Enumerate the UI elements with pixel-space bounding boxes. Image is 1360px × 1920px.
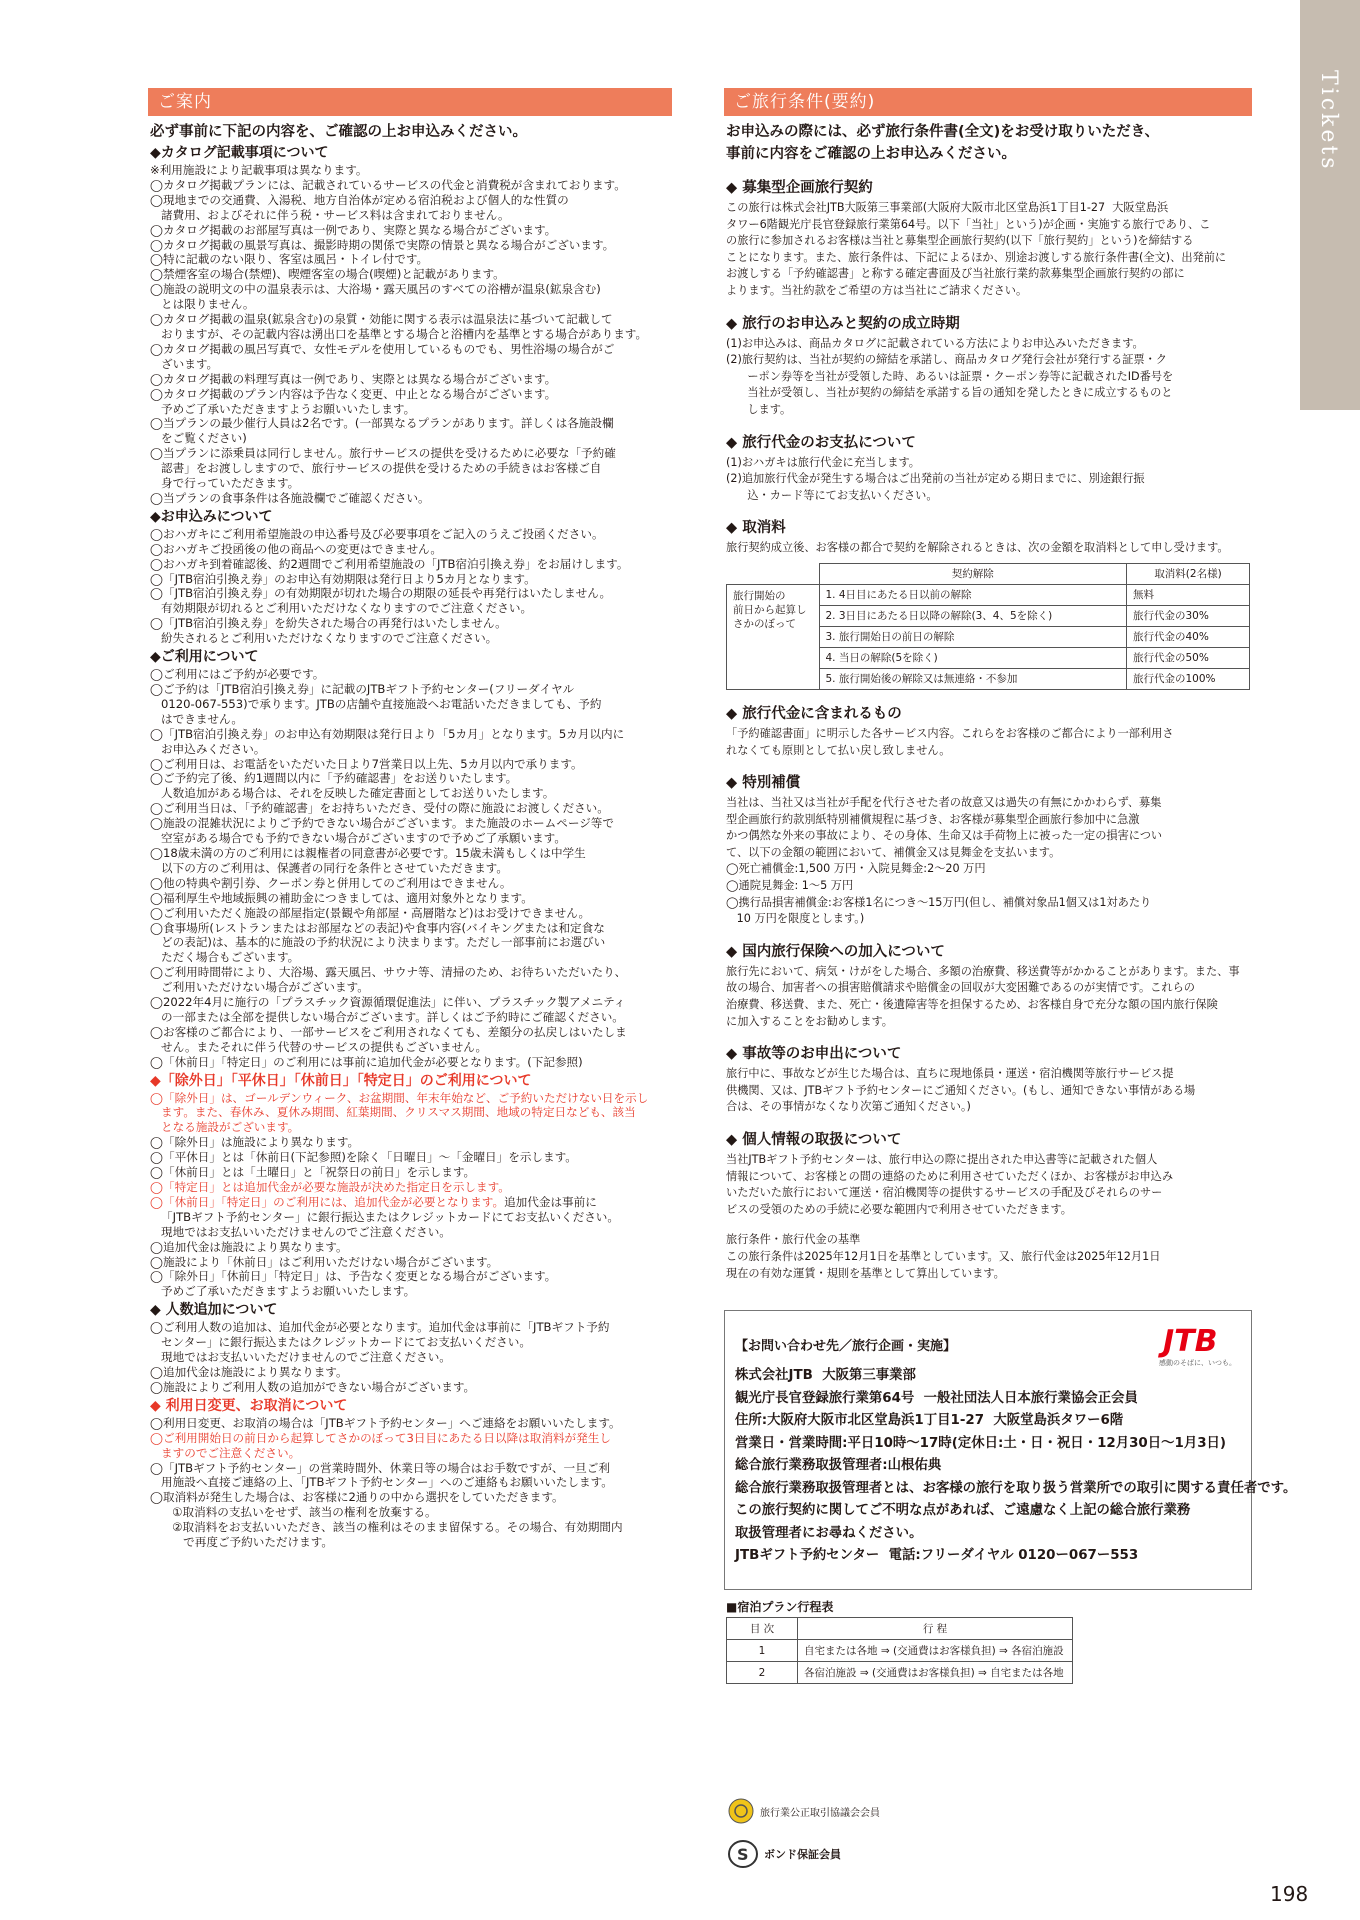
holiday-lines-c [150, 1210, 672, 1299]
text-line: ◯ご利用時間帯により、大浴場、露天風呂、サウナ等、清掃のため、お待ちいただいたり、 [150, 965, 627, 980]
text-line: 空室がある場合でも予約できない場合がございますので予めご了承願います。 [150, 831, 566, 846]
cancel-fee-5: 旅行代金の100% [1127, 668, 1250, 689]
cancel-fee-3: 旅行代金の40% [1127, 626, 1250, 647]
s5-lines [726, 726, 1252, 759]
text-line: 故の場合、加害者への損害賠償請求や賠償金の回収が大変困難であるのが実情です。これらの [726, 981, 1195, 995]
text-line: ◯追加代金は施設により異なります。 [150, 1364, 348, 1379]
s1-lines [726, 200, 1252, 300]
text-line: タワー6階観光庁長官登録旅行業第64号。以下「当社」という)が企画・実施する旅行であり、こ [726, 217, 1211, 231]
conditions-lead-1: お申込みの際には、必ず旅行条件書(全文)をお受け取りいただき、 [726, 124, 1160, 140]
s6-heading: ◆ 特別補償 [726, 775, 801, 792]
s2-lines [726, 336, 1252, 419]
cancel-fee-1: 無料 [1127, 584, 1250, 605]
s9-lines [726, 1152, 1252, 1218]
text-line: センター」に銀行振込またはクレジットカードにてお支払いください。 [150, 1335, 531, 1350]
text-line: 「JTBギフト予約センター」に銀行振込またはクレジットカードにてお支払いください。 [150, 1209, 619, 1224]
svg-text:S: S [737, 1845, 749, 1864]
text-line: 営業日・営業時間:平日10時～17時(定休日:土・日・祝日・12月30日～1月3日) [735, 1435, 1227, 1451]
text-line: 0120-067-553)で承ります。JTBの店舗や直接施設へお電話いただきましても、予約 [150, 696, 602, 711]
text-line: 旅行先において、病気・けがをした場合、多額の治療費、移送費等がかかることがあります。また、事 [726, 964, 1240, 978]
plan-day-1: 1 [727, 1640, 798, 1662]
cancel-row-label [727, 584, 820, 689]
guide-banner: ご案内 [148, 88, 672, 116]
text-line: 総合旅行業務取扱管理者:山根佑典 [735, 1458, 942, 1474]
text-line: この旅行条件は2025年12月1日を基準としています。又、旅行代金は2025年12月1日 [726, 1249, 1161, 1263]
catalog-lines [150, 163, 672, 506]
text-line: ◯ご利用日は、お電話をいただいた日より7営業日以上先、5カ月以内で承ります。 [150, 756, 583, 771]
text-line: 以下の方のご利用は、保護者の同行を条件とさせていただきます。 [150, 860, 508, 875]
page-number: 198 [1270, 1882, 1309, 1906]
cancel-fee-4: 旅行代金の50% [1127, 647, 1250, 668]
text-line: 有効期限が切れるとご利用いただけなくなりますのでご注意ください。 [150, 601, 533, 616]
basis-lines [726, 1232, 1252, 1282]
cancel-row-label-3: さかのぼって [733, 617, 796, 630]
text-line: いただいた旅行において運送・宿泊機関等の提供するサービスの手配及びそれらのサー [726, 1186, 1163, 1200]
text-line: ◯「除外日」は、ゴールデンウィーク、お盆期間、年末年始など、ご予約いただけない日を示し [150, 1090, 649, 1105]
side-tab-label: Tickets [1316, 70, 1341, 172]
text-line: ことになります。また、旅行条件は、下記によるほか、別途お渡しする旅行条件書(全文)、出発前に [726, 250, 1227, 264]
text-line: この旅行契約に関してご不明な点があれば、ご遠慮なく上記の総合旅行業務 [735, 1503, 1191, 1519]
add-lines [150, 1320, 672, 1395]
text-line: 供機関、又は、JTBギフト予約センターにご通知ください。(もし、通知できない事情がある場 [726, 1083, 1196, 1097]
apply-lines [150, 527, 672, 646]
text-line: 観光庁長官登録旅行業第64号 一般社団法人日本旅行業協会正会員 [735, 1390, 1138, 1406]
cancel-rule-5: 5. 旅行開始後の解除又は無連絡・不参加 [819, 668, 1127, 689]
text-line: ◯特に記載のない限り、客室は風呂・トイレ付です。 [150, 252, 429, 267]
apply-heading: ◆お申込みについて [150, 508, 273, 525]
text-line: よります。当社約款をご希望の方は当社にご請求ください。 [726, 283, 1028, 297]
s6-lines [726, 795, 1252, 928]
text-line: ◯施設によりご利用人数の追加ができない場合がございます。 [150, 1379, 476, 1394]
holiday-lines-a [150, 1135, 672, 1180]
text-line: 込・カード等にてお支払いください。 [726, 488, 938, 502]
text-line: ◯「休前日」「特定日」のご利用には、追加代金が必要となります。追加代金は事前に [150, 1194, 597, 1209]
cancel-row-label-2: 前日から起算し [733, 603, 807, 616]
text-line: ただく場合もございます。 [150, 950, 300, 965]
text-line: 治療費、移送費、また、死亡・後遺障害等を担保するため、お客様自身で充分な額の国内旅行保険 [726, 998, 1218, 1012]
text-line: ◯施設の混雑状況によりご予約できない場合がございます。また施設のホームページ等で [150, 816, 614, 831]
holiday-red-lines-b [150, 1180, 672, 1210]
cancel-rule-4: 4. 当日の解除(5を除く) [819, 647, 1127, 668]
text-line: ◯「除外日」「休前日」「特定日」は、予告なく変更となる場合がございます。 [150, 1269, 557, 1284]
text-line: この旅行は株式会社JTB大阪第三事業部(大阪府大阪市北区堂島浜1丁目1-27 大阪堂島浜 [726, 201, 1169, 214]
text-line: ◯ご利用いただく施設の部屋指定(景観や角部屋・高層階など)はお受けできません。 [150, 905, 591, 920]
bond-badge [728, 1840, 841, 1868]
text-line: ◯当プランの食事条件は各施設欄でご確認ください。 [150, 490, 430, 505]
text-line: 住所:大阪府大阪市北区堂島浜1丁目1-27 大阪堂島浜タワー6階 [735, 1413, 1124, 1429]
text-line: ーポン券等を当社が受領した時、あるいは証票・クーポン券等に記載されたID番号を [726, 369, 1174, 383]
text-line: 諸費用、およびそれに伴う税・サービス料は含まれておりません。 [150, 207, 510, 222]
s2-heading: ◆ 旅行のお申込みと契約の成立時期 [726, 315, 960, 332]
plan-route-2: 各宿泊施設 ⇒ (交通費はお客様負担) ⇒ 自宅または各地 [798, 1662, 1073, 1684]
text-line: ◯当プランに添乗員は同行しません。旅行サービスの提供を受けるために必要な「予約確 [150, 446, 616, 461]
text-line: ◯当プランの最少催行人員は2名です。(一部異なるプランがあります。詳しくは各施設欄 [150, 416, 614, 431]
text-line: ビスの受領のための手続に必要な範囲内で利用させていただきます。 [726, 1202, 1072, 1216]
s7-lines [726, 964, 1252, 1030]
text-line: ご利用いただけない場合がございます。 [150, 980, 369, 995]
text-line: ◯他の特典や割引券、クーポン券と併用してのご利用はできません。 [150, 875, 512, 890]
fair-trade-seal-icon [728, 1798, 754, 1824]
change-red-lines [150, 1431, 672, 1461]
text-line: ◯通院見舞金: 1～5 万円 [726, 879, 854, 893]
holiday-red-tail: 追加代金は事前に [504, 1194, 597, 1209]
text-line: ◯「JTBギフト予約センター」の営業時間外、休業日等の場合はお手数ですが、一旦ご利 [150, 1460, 610, 1475]
text-line: 旅行契約成立後、お客様の都合で契約を解除されるときは、次の金額を取消料として申し受けます。 [726, 541, 1229, 555]
text-line: ◯取消料が発生した場合は、お客様に2通りの中から選択をしていただきます。 [150, 1490, 564, 1505]
text-line: ◯「休前日」「特定日」のご利用には事前に追加代金が必要となります。(下記参照) [150, 1054, 583, 1069]
text-line: 認書」をお渡ししますので、旅行サービスの提供を受けるための手続きはお客様ご自 [150, 461, 602, 476]
text-line: かつ偶然な外来の事故により、その身体、生命又は手荷物上に被った一定の損害につい [726, 829, 1163, 843]
text-line: ◯施設により「休前日」はご利用いただけない場合がございます。 [150, 1254, 499, 1269]
text-line: 当社は、当社又は当社が手配を代行させた者の故意又は過失の有無にかかわらず、募集 [726, 796, 1162, 810]
plan-head-route: 行 程 [798, 1618, 1073, 1640]
change-heading: ◆ 利用日変更、お取消について [150, 1397, 348, 1414]
text-line: 当社が受領し、当社が契約の締結を承諾する旨の通知を発したときに成立するものと [726, 386, 1173, 400]
text-line: で再度ご予約いただけます。 [150, 1535, 333, 1550]
text-line: ◯死亡補償金:1,500 万円・入院見舞金:2～20 万円 [726, 862, 986, 876]
text-line: ◯カタログ掲載の風呂写真で、女性モデルを使用しているものでも、男性浴場の場合がご [150, 341, 615, 356]
plan-day-2: 2 [727, 1662, 798, 1684]
holiday-red-lines [150, 1091, 672, 1136]
text-line: 情報について、お客様との間の連絡のために利用させていただくほか、お客様がお申込み [726, 1169, 1174, 1183]
fair-trade-badge [728, 1798, 880, 1824]
s4-lines [726, 540, 1252, 557]
text-line: ◯利用日変更、お取消の場合は「JTBギフト予約センター」へご連絡をお願いいたします。 [150, 1415, 621, 1430]
text-line: 旅行条件・旅行代金の基準 [726, 1233, 861, 1247]
s4-heading: ◆ 取消料 [726, 520, 786, 537]
text-line: ざいます。 [150, 356, 219, 371]
text-line: ◯「JTB宿泊引換え券」のお申込有効期限は発行日より「5カ月」となります。5カ月以内に [150, 726, 625, 741]
text-line: 用施設へ直接ご連絡の上、「JTBギフト予約センター」へのご連絡もお願いいたします。 [150, 1475, 613, 1490]
text-line: ◯携行品損害補償金:お客様1名につき～15万円(但し、補償対象品1個又は1対あたり [726, 895, 1152, 909]
cancel-fee-table [726, 563, 1250, 690]
text-line: ます。また、春休み、夏休み期間、紅葉期間、クリスマス期間、地域の特定日なども、該当 [150, 1105, 636, 1120]
text-line: ◯現地までの交通費、入湯税、地方自治体が定める宿泊税および個人的な性質の [150, 192, 569, 207]
use-lines [150, 667, 672, 1069]
text-line: ◯「JTB宿泊引換え券」を紛失された場合の再発行はいたしません。 [150, 616, 507, 631]
text-line: ◯カタログ掲載の温泉(鉱泉含む)の泉質・効能に関する表示は温泉法に基づいて記載して [150, 312, 613, 327]
s8-lines [726, 1066, 1252, 1116]
change-lines-b [150, 1461, 672, 1550]
text-line: れなくても原則として払い戻し致しません。 [726, 743, 951, 757]
text-line: ◯2022年4月に施行の「プラスチック資源循環促進法」に伴い、プラスチック製アメニティ [150, 995, 626, 1010]
s9-heading: ◆ 個人情報の取扱について [726, 1132, 902, 1148]
text-line: の一部または全部を提供しない場合がございます。詳しくはご予約時にご確認ください。 [150, 1009, 624, 1024]
text-line: ◯「休前日」とは「土曜日」と「祝祭日の前日」を示します。 [150, 1165, 476, 1180]
plan-title: ■宿泊プラン行程表 [726, 1600, 834, 1615]
text-line: ◯カタログ掲載の料理写真は一例であり、実際とは異なる場合がございます。 [150, 371, 557, 386]
text-line: 現地ではお支払いいただけませんのでご注意ください。 [150, 1350, 451, 1365]
text-line: 現在の有効な運賃・規則を基準として算出しています。 [726, 1266, 1005, 1280]
change-lines-a [150, 1416, 672, 1431]
jtb-logo [1155, 1321, 1235, 1369]
text-line: ◯施設の説明文の中の温泉表示は、大浴場・露天風呂のすべての浴槽が温泉(鉱泉含む) [150, 282, 601, 297]
text-line: ◯おハガキご投函後の他の商品への変更はできません。 [150, 541, 442, 556]
text-line: ◯おハガキ到着確認後、約2週間でご利用希望施設の「JTB宿泊引換え券」をお届けします。 [150, 556, 629, 571]
guide-lead: 必ず事前に下記の内容を、ご確認の上お申込みください。 [150, 124, 527, 140]
text-line: せん。またそれに伴う代替のサービスの提供もございません。 [150, 1039, 488, 1054]
text-line: はできません。 [150, 711, 243, 726]
contact-title: 【お問い合わせ先／旅行企画・実施】 [735, 1339, 957, 1355]
cancel-rule-3: 3. 旅行開始日の前日の解除 [819, 626, 1127, 647]
text-line: 旅行中に、事故などが生じた場合は、直ちに現地係員・運送・宿泊機関等旅行サービス提 [726, 1067, 1174, 1081]
text-line: 合は、その事情がなくなり次第ご通知ください。) [726, 1100, 971, 1114]
text-line: します。 [726, 402, 792, 416]
text-line: (2)追加旅行代金が発生する場合はご出発前の当社が定める期日までに、別途銀行振 [726, 472, 1145, 486]
text-line: 当社JTBギフト予約センターは、旅行申込の際に提出された申込書等に記載された個人 [726, 1153, 1158, 1166]
text-line: 人数追加がある場合は、それを反映した確定書面としてお送りいたします。 [150, 786, 555, 801]
text-line: お渡しする「予約確認書」と称する確定書面及び当社旅行業約款募集型企画旅行契約の部に [726, 267, 1185, 281]
text-line: とは限りません。 [150, 297, 255, 312]
text-line: ◯お客様のご都合により、一部サービスをご利用されなくても、差額分の払戻しはいたしま [150, 1024, 627, 1039]
text-line: ◯18歳未満の方のご利用には親権者の同意書が必要です。15歳未満もしくは中学生 [150, 845, 586, 860]
bond-label: ボンド保証会員 [764, 1848, 841, 1861]
text-line: 取扱管理者にお尋ねください。 [735, 1525, 923, 1541]
use-heading: ◆ご利用について [150, 649, 259, 666]
jtb-logo-text: JTB [1163, 1324, 1218, 1360]
text-line: ◯ご利用にはご予約が必要です。 [150, 667, 325, 682]
conditions-lead-2: 事前に内容をご確認の上お申込みください。 [726, 146, 1016, 162]
cancel-head-fee: 取消料(2名様) [1127, 563, 1250, 584]
jtb-logo-tagline: 感動のそばに、いつも。 [1159, 1359, 1235, 1368]
cancel-fee-2: 旅行代金の30% [1127, 605, 1250, 626]
holiday-heading: ◆「除外日」「平休日」「休前日」「特定日」のご利用について [150, 1072, 532, 1089]
text-line: (1)おハガキは旅行代金に充当します。 [726, 455, 920, 469]
text-line: ◯カタログ掲載のお部屋写真は一例であり、実際と異なる場合がございます。 [150, 222, 557, 237]
guide-column [148, 88, 672, 1550]
text-line: ※利用施設により記載事項は異なります。 [150, 163, 368, 177]
text-line: ◯福利厚生や地域振興の補助金につきましては、適用対象外となります。 [150, 890, 533, 905]
text-line: に加入することをお勧めします。 [726, 1014, 893, 1028]
text-line: ◯おハガキにご利用希望施設の申込番号及び必要事項をご記入のうえご投函ください。 [150, 526, 604, 541]
text-line: ◯「JTB宿泊引換え券」のお申込有効期限は発行日より5カ月となります。 [150, 571, 536, 586]
conditions-banner: ご旅行条件(要約) [724, 88, 1252, 116]
plan-route-1: 自宅または各地 ⇒ (交通費はお客様負担) ⇒ 各宿泊施設 [798, 1640, 1073, 1662]
cancel-rule-1: 1. 4日目にあたる日以前の解除 [819, 584, 1127, 605]
cancel-rule-2: 2. 3日目にあたる日以降の解除(3、4、5を除く) [819, 605, 1127, 626]
s3-lines [726, 455, 1252, 505]
text-line: となる施設がございます。 [150, 1120, 300, 1135]
text-line: 型企画旅行約款別紙特別補償規程に基づき、お客様が募集型企画旅行参加中に急激 [726, 812, 1140, 826]
text-line: (1)お申込みは、商品カタログに記載されている方法によりお申込みいただきます。 [726, 336, 1144, 350]
text-line: 予めご了承いただきますようお願いいたします。 [150, 1284, 416, 1299]
s7-heading: ◆ 国内旅行保険への加入について [726, 943, 945, 960]
text-line: 10 万円を限度とします。) [726, 912, 865, 926]
text-line: の旅行に参加されるお客様は当社と募集型企画旅行契約(以下「旅行契約」という)を締結する [726, 234, 1194, 248]
text-line: 総合旅行業務取扱管理者とは、お客様の旅行を取り扱う営業所での取引に関する責任者です。 [735, 1480, 1297, 1496]
text-line: 紛失されるとご利用いただけなくなりますのでご注意ください。 [150, 631, 498, 646]
text-line: 株式会社JTB 大阪第三事業部 [735, 1368, 916, 1384]
s5-heading: ◆ 旅行代金に含まれるもの [726, 705, 902, 722]
text-line: (2)旅行契約は、当社が契約の締結を承諾し、商品カタログ発行会社が発行する証票・ク [726, 353, 1167, 367]
text-line: 現地ではお支払いいただけませんのでご注意ください。 [150, 1224, 451, 1239]
cancel-head-rule: 契約解除 [819, 563, 1127, 584]
s8-heading: ◆ 事故等のお申出について [726, 1046, 902, 1063]
text-line: ◯カタログ掲載プランには、記載されているサービスの代金と消費税が含まれております。 [150, 177, 626, 192]
bond-seal-icon [728, 1840, 758, 1868]
text-line: をご覧ください) [150, 431, 247, 446]
text-line: ◯ご予約完了後、約1週間以内に「予約確認書」をお送りいたします。 [150, 771, 518, 786]
text-line: どの表記)は、基本的に施設の予約状況により決まります。ただし一部事前にお選びい [150, 935, 606, 950]
text-line: ①取消料の支払いをせず、該当の権利を放棄する。 [150, 1505, 437, 1520]
text-line: 「予約確認書面」に明示した各サービス内容。これらをお客様のご都合により一部利用さ [726, 726, 1174, 740]
text-line: ◯「JTB宿泊引換え券」の有効期限が切れた場合の期限の延長や再発行はいたしません。 [150, 586, 612, 601]
text-line: ◯禁煙客室の場合(禁煙)、喫煙客室の場合(喫煙)と記載があります。 [150, 267, 505, 282]
text-line: ②取消料をお支払いいただき、該当の権利はそのまま留保する。その場合、有効期間内 [150, 1520, 623, 1535]
conditions-column [724, 88, 1297, 1684]
plan-table [726, 1617, 1073, 1684]
text-line: ◯追加代金は施設により異なります。 [150, 1239, 348, 1254]
text-line: ◯カタログ掲載の風景写真は、撮影時期の関係で実際の情景と異なる場合がございます。 [150, 237, 615, 252]
catalog-heading: ◆カタログ記載事項について [150, 145, 329, 161]
text-line: ◯ご利用開始日の前日から起算してさかのぼって3日目にあたる日以降は取消料が発生し [150, 1430, 611, 1445]
add-heading: ◆ 人数追加について [150, 1302, 278, 1319]
text-line: 予めご了承いただきますようお願いいたします。 [150, 401, 416, 416]
text-line: ◯カタログ掲載のプラン内容は予告なく変更、中止となる場合がございます。 [150, 386, 557, 401]
text-line: ◯「特定日」とは追加代金が必要な施設が決めた指定日を示します。 [150, 1180, 510, 1194]
contact-box [724, 1310, 1297, 1590]
text-line: ますのでご注意ください。 [150, 1445, 301, 1460]
s1-heading: ◆ 募集型企画旅行契約 [726, 180, 873, 196]
cancel-row-label-1: 旅行開始の [733, 589, 786, 602]
contact-rows [735, 1365, 1296, 1568]
text-line: 身で行っていただきます。 [150, 476, 300, 491]
text-line: おりますが、その記載内容は湧出口を基準とする場合と浴槽内を基準とする場合があります。 [150, 326, 648, 341]
side-tab [1300, 0, 1360, 410]
text-line: ◯ご利用人数の追加は、追加代金が必要となります。追加代金は事前に「JTBギフト予約 [150, 1320, 610, 1335]
text-line: ◯「除外日」は施設により異なります。 [150, 1135, 360, 1150]
text-line: ◯「平休日」とは「休前日(下記参照)を除く「日曜日」～「金曜日」を示します。 [150, 1150, 577, 1165]
text-line: JTBギフト予約センター 電話:フリーダイヤル 0120ー067ー553 [735, 1548, 1139, 1564]
text-line: お申込みください。 [150, 741, 266, 756]
fair-trade-label: 旅行業公正取引協議会会員 [760, 1807, 880, 1819]
plan-head-day: 目 次 [727, 1618, 798, 1640]
text-line: ◯食事場所(レストランまたはお部屋などの表記)や食事内容(バイキングまたは和定食な [150, 920, 605, 935]
text-line: ◯ご予約は「JTB宿泊引換え券」に記載のJTBギフト予約センター(フリーダイヤル [150, 682, 575, 696]
s3-heading: ◆ 旅行代金のお支払について [726, 434, 916, 451]
text-line: て、以下の金額の範囲において、補償金又は見舞金を支払います。 [726, 845, 1061, 859]
text-line: ◯ご利用当日は、「予約確認書」をお持ちいただき、受付の際に施設にお渡しください。 [150, 801, 609, 816]
